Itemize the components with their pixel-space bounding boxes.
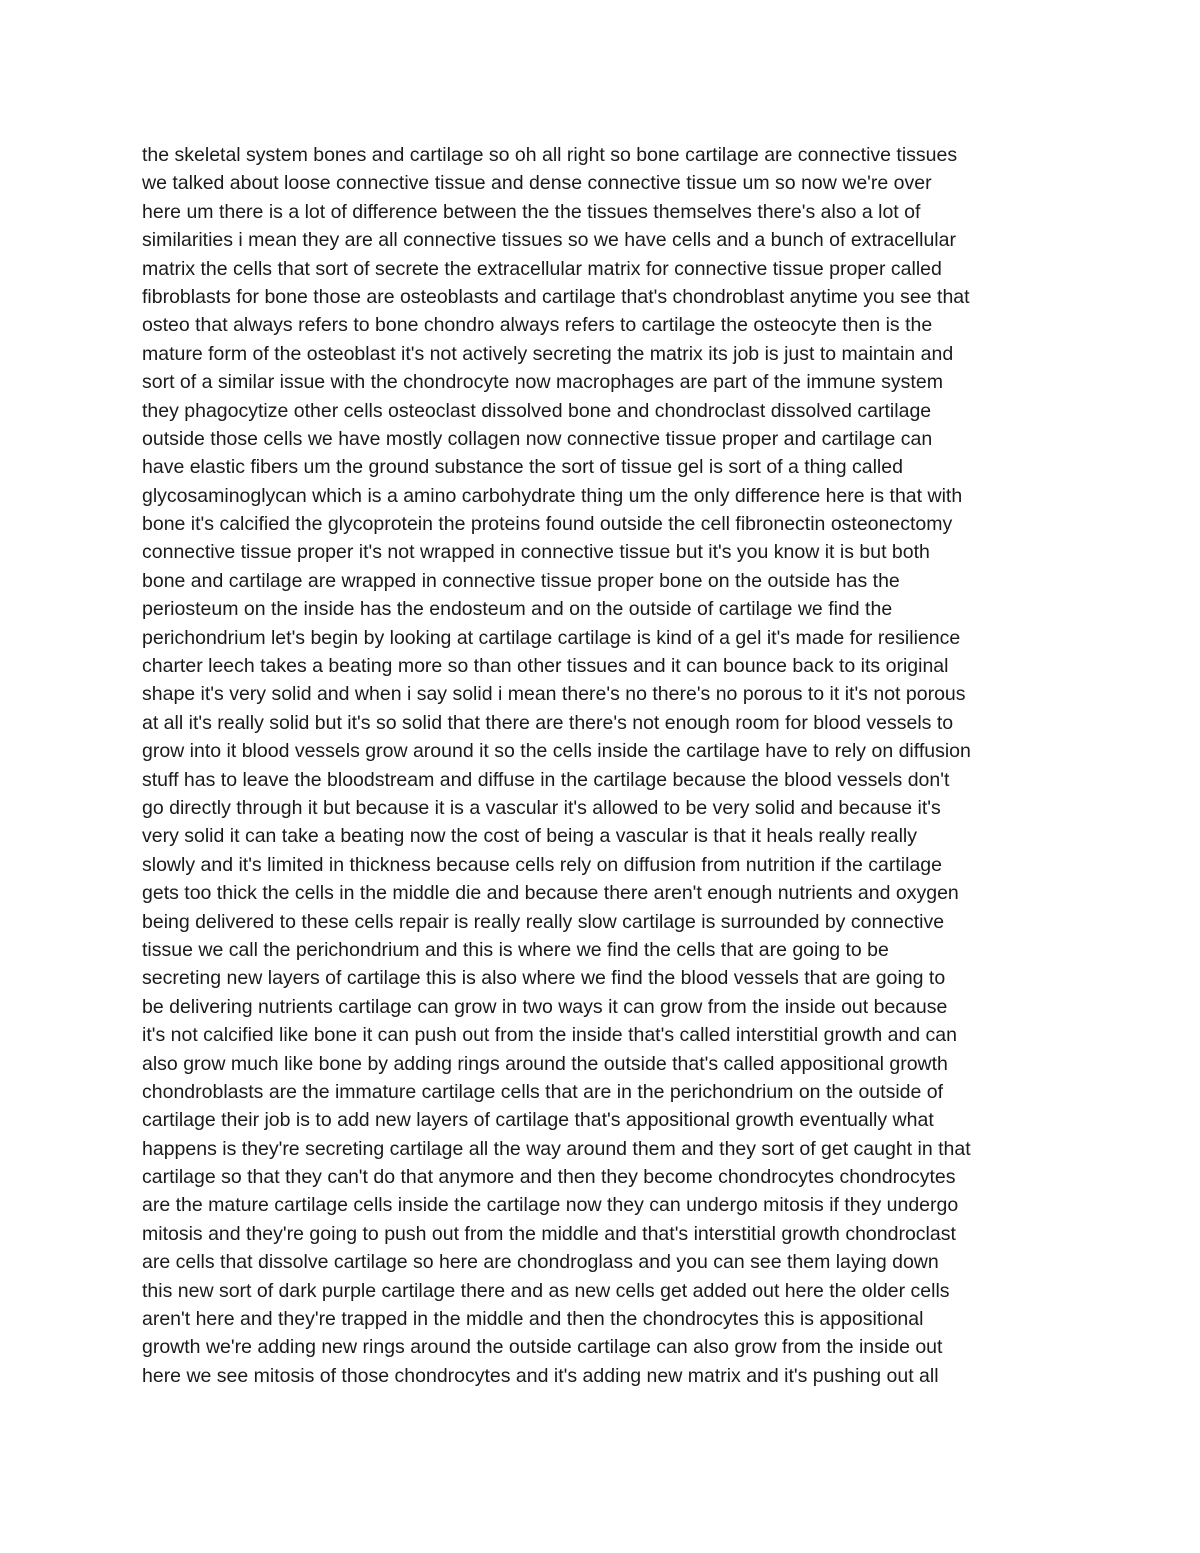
- text-line: happens is they're secreting cartilage all the way around them and they sort of get caught in that: [142, 1137, 971, 1160]
- text-line: it's not calcified like bone it can push out from the inside that's called interstitial growth and can: [142, 1024, 957, 1047]
- text-line: being delivered to these cells repair is really really slow cartilage is surrounded by connective: [142, 910, 945, 933]
- text-line: osteo that always refers to bone chondro always refers to cartilage the osteocyte then is the: [142, 314, 933, 337]
- text-line: fibroblasts for bone those are osteoblasts and cartilage that's chondroblast anytime you see that: [142, 285, 970, 308]
- text-line: bone and cartilage are wrapped in connective tissue proper bone on the outside has the: [142, 569, 900, 592]
- text-line: chondroblasts are the immature cartilage cells that are in the perichondrium on the outside of: [142, 1080, 944, 1103]
- text-line: outside those cells we have mostly collagen now connective tissue proper and cartilage can: [142, 427, 933, 450]
- text-line: glycosaminoglycan which is a amino carbohydrate thing um the only difference here is that with: [142, 484, 963, 507]
- text-line: cartilage their job is to add new layers of cartilage that's appositional growth eventually what: [142, 1109, 934, 1132]
- text-line: growth we're adding new rings around the outside cartilage can also grow from the inside out: [142, 1336, 943, 1359]
- text-line: are the mature cartilage cells inside the cartilage now they can undergo mitosis if they undergo: [142, 1194, 959, 1217]
- text-line: aren't here and they're trapped in the middle and then the chondrocytes this is appositional: [142, 1308, 924, 1331]
- text-line: the skeletal system bones and cartilage so oh all right so bone cartilage are connective tissues: [142, 144, 958, 166]
- text-line: this new sort of dark purple cartilage there and as new cells get added out here the older cells: [142, 1279, 950, 1302]
- text-line: are cells that dissolve cartilage so here are chondroglass and you can see them laying down: [142, 1251, 939, 1274]
- text-line: secreting new layers of cartilage this is also where we find the blood vessels that are going to: [142, 967, 946, 990]
- text-line: also grow much like bone by adding rings around the outside that's called appositional growth: [142, 1052, 948, 1075]
- text-line: have elastic fibers um the ground substance the sort of tissue gel is sort of a thing called: [142, 456, 903, 479]
- text-line: mature form of the osteoblast it's not actively secreting the matrix its job is just to maintain and: [142, 342, 954, 365]
- text-line: tissue we call the perichondrium and this is where we find the cells that are going to be: [142, 938, 889, 961]
- text-line: connective tissue proper it's not wrapped in connective tissue but it's you know it is but both: [142, 541, 930, 564]
- text-line: perichondrium let's begin by looking at cartilage cartilage is kind of a gel it's made for resilience: [142, 626, 961, 649]
- text-line: we talked about loose connective tissue and dense connective tissue um so now we're over: [142, 172, 932, 195]
- text-line: sort of a similar issue with the chondrocyte now macrophages are part of the immune system: [142, 371, 943, 394]
- text-line: gets too thick the cells in the middle die and because there aren't enough nutrients and oxygen: [142, 882, 959, 905]
- text-line: here we see mitosis of those chondrocytes and it's adding new matrix and it's pushing out all: [142, 1364, 939, 1387]
- text-line: very solid it can take a beating now the cost of being a vascular is that it heals really really: [142, 825, 917, 848]
- text-line: here um there is a lot of difference between the the tissues themselves there's also a lot of: [142, 200, 921, 223]
- text-line: matrix the cells that sort of secrete the extracellular matrix for connective tissue proper called: [142, 257, 942, 280]
- text-line: cartilage so that they can't do that anymore and then they become chondrocytes chondrocytes: [142, 1166, 956, 1189]
- text-line: slowly and it's limited in thickness because cells rely on diffusion from nutrition if the cartilage: [142, 853, 942, 876]
- transcript-text: [142, 141, 1082, 1390]
- text-line: shape it's very solid and when i say solid i mean there's no there's no porous to it it's not porous: [142, 683, 966, 706]
- text-line: they phagocytize other cells osteoclast dissolved bone and chondroclast dissolved cartilage: [142, 399, 932, 422]
- text-line: be delivering nutrients cartilage can grow in two ways it can grow from the inside out because: [142, 995, 948, 1018]
- text-line: periosteum on the inside has the endosteum and on the outside of cartilage we find the: [142, 598, 893, 621]
- text-line: go directly through it but because it is a vascular it's allowed to be very solid and because it's: [142, 796, 941, 819]
- text-line: stuff has to leave the bloodstream and diffuse in the cartilage because the blood vessels don't: [142, 768, 950, 791]
- text-line: similarities i mean they are all connective tissues so we have cells and a bunch of extracellular: [142, 229, 956, 252]
- text-line: at all it's really solid but it's so solid that there are there's not enough room for blood vessels to: [142, 711, 954, 734]
- text-line: mitosis and they're going to push out from the middle and that's interstitial growth chondroclast: [142, 1222, 956, 1245]
- text-line: grow into it blood vessels grow around it so the cells inside the cartilage have to rely on diffusion: [142, 740, 971, 763]
- text-line: charter leech takes a beating more so than other tissues and it can bounce back to its original: [142, 655, 949, 678]
- text-line: bone it's calcified the glycoprotein the proteins found outside the cell fibronectin osteonectomy: [142, 513, 953, 536]
